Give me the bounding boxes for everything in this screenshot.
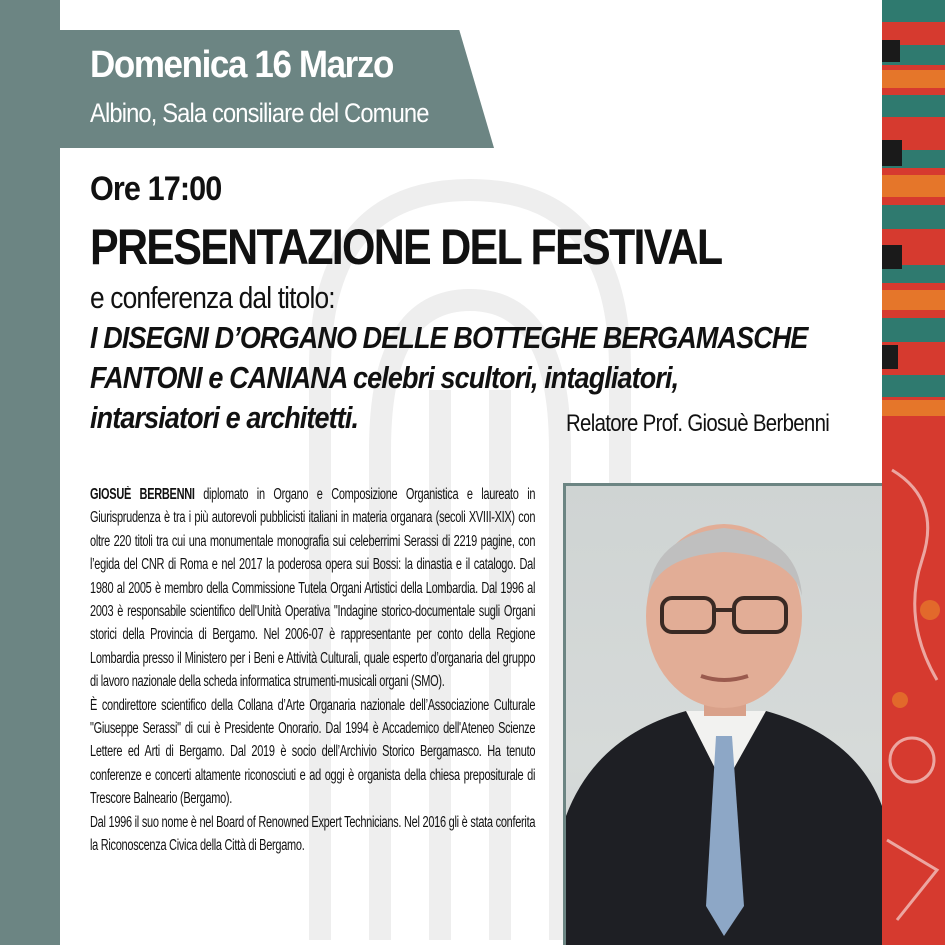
bio-paragraph: È condirettore scientifico della Collana d’Arte Organaria nazionale dell’Associazione Culturale "Giuseppe Serassi" di cui è Presidente Onorario. Dal 1994 è Accademico dell'Ateneo Scienze Lettere ed Arti di Bergamo. Dal 2019 è socio dell’Archivio Storico Bergamasco. Ha tenuto conferenze e concerti altamente riconosciuti e ad oggi è organista della chiesa prepositurale di Trescore Balneario (Bergamo). xyxy=(90,696,536,808)
event-venue: Albino, Sala consiliare del Comune xyxy=(90,98,429,128)
topic-line: FANTONI e CANIANA celebri scultori, intagliatori, xyxy=(90,360,679,395)
bio-paragraph xyxy=(90,483,535,694)
event-title: PRESENTAZIONE DEL FESTIVAL xyxy=(90,219,722,275)
speaker-portrait-illustration xyxy=(566,486,882,945)
bio-text: diplomato in Organo e Composizione Organistica e laureato in Giurisprudenza è tra i più autorevoli pubblicisti italiani in materia organara (secoli XVIII-XIX) con oltre 220 titoli tra cui una monumentale monografia sui celeberrimi Serassi di 2219 pagine, con l’egida del CNR di Roma e nel 2017 la poderosa opera sui Bossi: la dinastia e il catalogo. Dal 1980 al 2005 è membro della Commissione Tutela Organi Artistici della Lombardia. Dal 1996 al 2003 è responsabile scientifico dell'Unità Operativa "Indagine storico-documentale sugli Organi storici della Provincia di Bergamo. Nel 2006-07 è rappresentante per conto della Regione Lombardia presso il Ministero per i Beni e Attività Culturali, quale esperto d’organaria del gruppo di lavoro nazionale della scheda informatica strumenti-musicali organi (SMO). xyxy=(90,486,536,691)
event-time: Ore 17:00 xyxy=(90,170,222,208)
topic-line: intarsiatori e architetti. xyxy=(90,400,359,435)
bio-name: GIOSUÈ BERBENNI xyxy=(90,486,195,503)
speaker-bio xyxy=(90,483,535,858)
decorative-side-strip xyxy=(882,0,945,945)
bio-paragraph: Dal 1996 il suo nome è nel Board of Renowned Expert Technicians. Nel 2016 gli è stata conferita la Riconoscenza Civica della Città di Bergamo. xyxy=(90,813,536,855)
speaker-photo xyxy=(563,483,882,945)
event-subtitle: e conferenza dal titolo: xyxy=(90,280,335,315)
speaker-credit: Relatore Prof. Giosuè Berbenni xyxy=(566,410,830,437)
topic-line: I DISEGNI D’ORGANO DELLE BOTTEGHE BERGAMASCHE xyxy=(90,320,808,355)
event-date: Domenica 16 Marzo xyxy=(90,44,393,86)
